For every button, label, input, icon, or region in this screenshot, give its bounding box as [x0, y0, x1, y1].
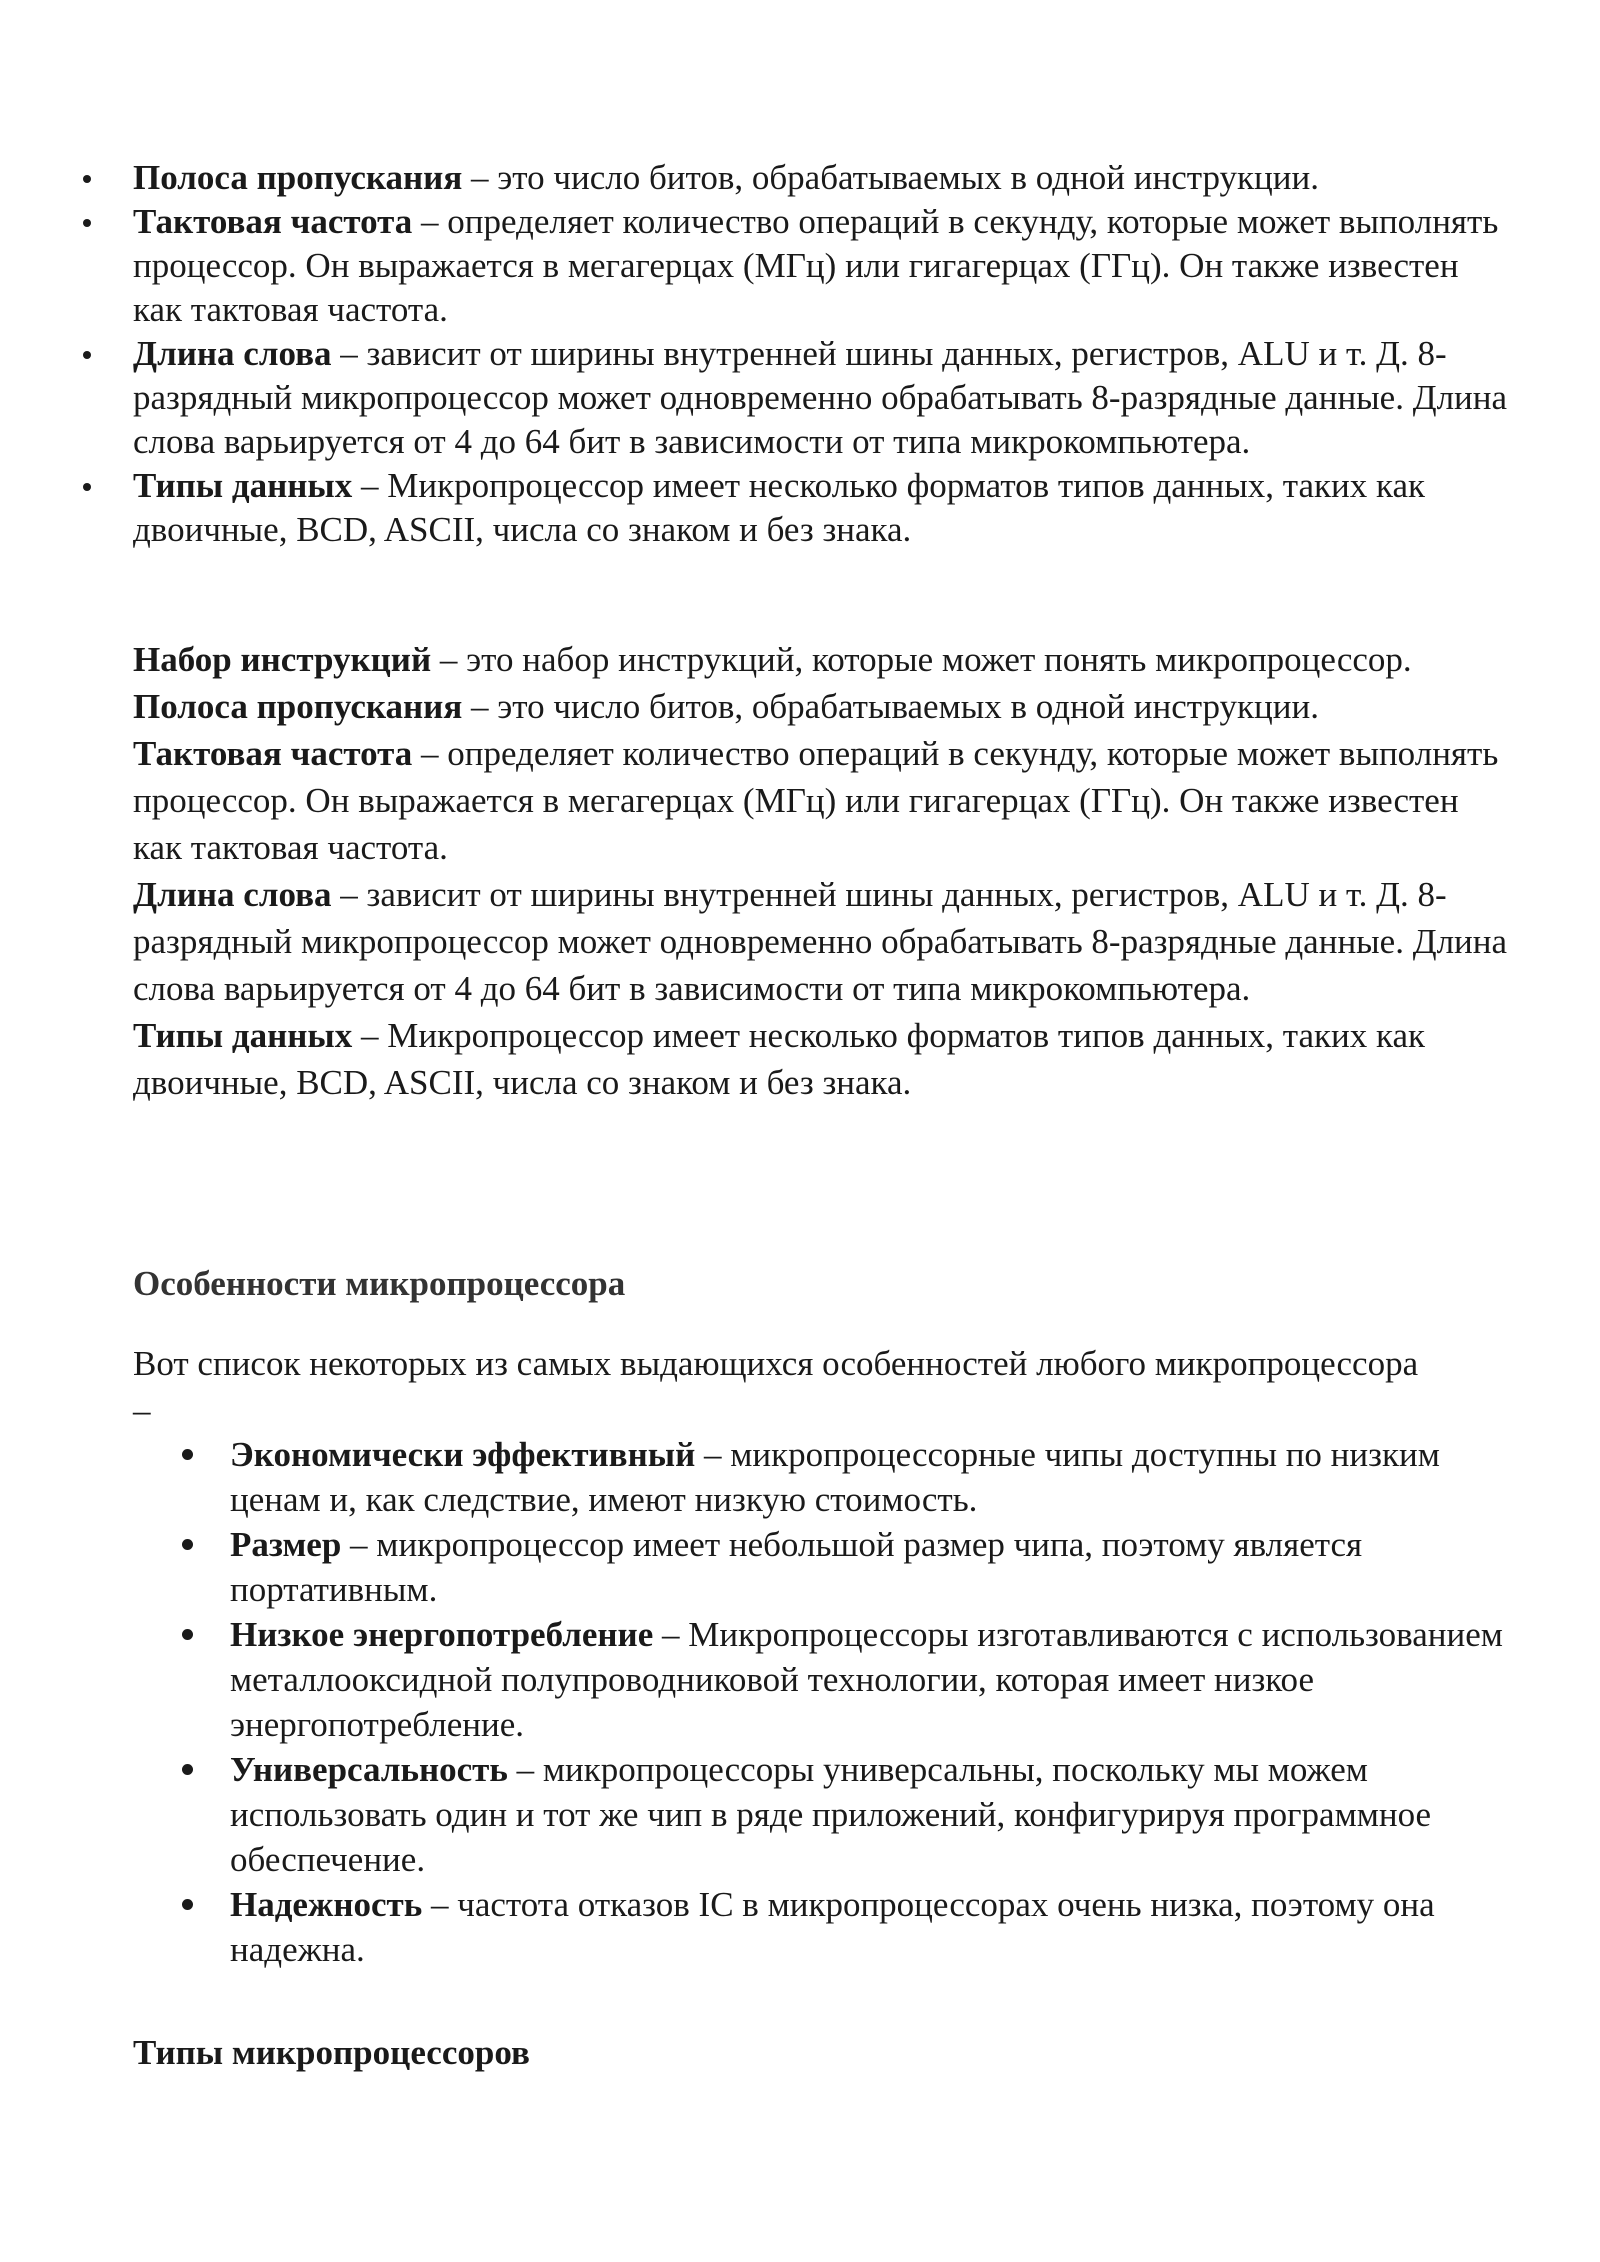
parameters-paragraphs — [133, 636, 1513, 1106]
section-heading-features: Особенности микропроцессора — [133, 1264, 626, 1303]
list-item — [230, 1882, 1530, 1972]
section-heading-types: Типы микропроцессоров — [133, 2033, 530, 2072]
definition: – микропроцессоры универсальны, поскольку мы можем использовать один и тот же чип в ряде приложений, конфигурируя программное обеспечение. — [230, 1750, 1432, 1879]
term: Размер — [230, 1525, 342, 1564]
definition: – это набор инструкций, которые может понять микропроцессор. — [431, 640, 1412, 679]
paragraph — [133, 1012, 1513, 1106]
definition: – частота отказов IC в микропроцессорах очень низка, поэтому она надежна. — [230, 1885, 1435, 1969]
definition: – микропроцессорные чипы доступны по низким ценам и, как следствие, имеют низкую стоимость. — [230, 1435, 1440, 1519]
paragraph — [133, 871, 1513, 1012]
paragraph — [133, 683, 1513, 730]
list-item — [133, 156, 1513, 200]
term: Набор инструкций — [133, 640, 432, 679]
definition: – Микропроцессоры изготавливаются с использованием металлооксидной полупроводниковой технологии, которая имеет низкое энергопотребление. — [230, 1615, 1503, 1744]
list-item — [133, 200, 1513, 332]
definition: – Микропроцессор имеет несколько форматов типов данных, таких как двоичные, BCD, ASCII, числа со знаком и без знака. — [133, 466, 1426, 549]
list-item — [230, 1612, 1530, 1747]
list-item — [230, 1522, 1530, 1612]
term: Тактовая частота — [133, 202, 413, 241]
definition: – определяет количество операций в секунду, которые может выполнять процессор. Он выражается в мегагерцах (МГц) или гигагерцах (ГГц). Он также известен как тактовая частота. — [133, 734, 1499, 867]
definition: – это число битов, обрабатываемых в одной инструкции. — [462, 687, 1319, 726]
definition: – определяет количество операций в секунду, которые может выполнять процессор. Он выражается в мегагерцах (МГц) или гигагерцах (ГГц). Он также известен как тактовая частота. — [133, 202, 1499, 329]
features-intro: Вот список некоторых из самых выдающихся особенностей любого микропроцессора – — [133, 1344, 1419, 1430]
term: Низкое энергопотребление — [230, 1615, 654, 1654]
definition: – это число битов, обрабатываемых в одной инструкции. — [462, 158, 1319, 197]
term: Полоса пропускания — [133, 158, 463, 197]
term: Длина слова — [133, 334, 332, 373]
list-item — [230, 1747, 1530, 1882]
definition: – зависит от ширины внутренней шины данных, регистров, ALU и т. Д. 8-разрядный микропроцессор может одновременно обрабатывать 8-разрядные данные. Длина слова варьируется от 4 до 64 бит в зависимости от типа микрокомпьютера. — [133, 334, 1508, 461]
definition: – микропроцессор имеет небольшой размер чипа, поэтому является портативным. — [230, 1525, 1363, 1609]
term: Экономически эффективный — [230, 1435, 696, 1474]
list-item — [133, 464, 1513, 552]
term: Типы данных — [133, 466, 353, 505]
term: Типы данных — [133, 1016, 353, 1055]
definition: – зависит от ширины внутренней шины данных, регистров, ALU и т. Д. 8-разрядный микропроцессор может одновременно обрабатывать 8-разрядные данные. Длина слова варьируется от 4 до 64 бит в зависимости от типа микрокомпьютера. — [133, 875, 1508, 1008]
paragraph — [133, 636, 1513, 683]
list-item — [133, 332, 1513, 464]
paragraph — [133, 730, 1513, 871]
term: Длина слова — [133, 875, 332, 914]
term: Тактовая частота — [133, 734, 413, 773]
list-item — [230, 1432, 1530, 1522]
parameters-bullet-list — [133, 156, 1513, 552]
term: Полоса пропускания — [133, 687, 463, 726]
features-bullet-list — [230, 1432, 1530, 1972]
term: Универсальность — [230, 1750, 508, 1789]
definition: – Микропроцессор имеет несколько форматов типов данных, таких как двоичные, BCD, ASCII, числа со знаком и без знака. — [133, 1016, 1426, 1102]
term: Надежность — [230, 1885, 423, 1924]
